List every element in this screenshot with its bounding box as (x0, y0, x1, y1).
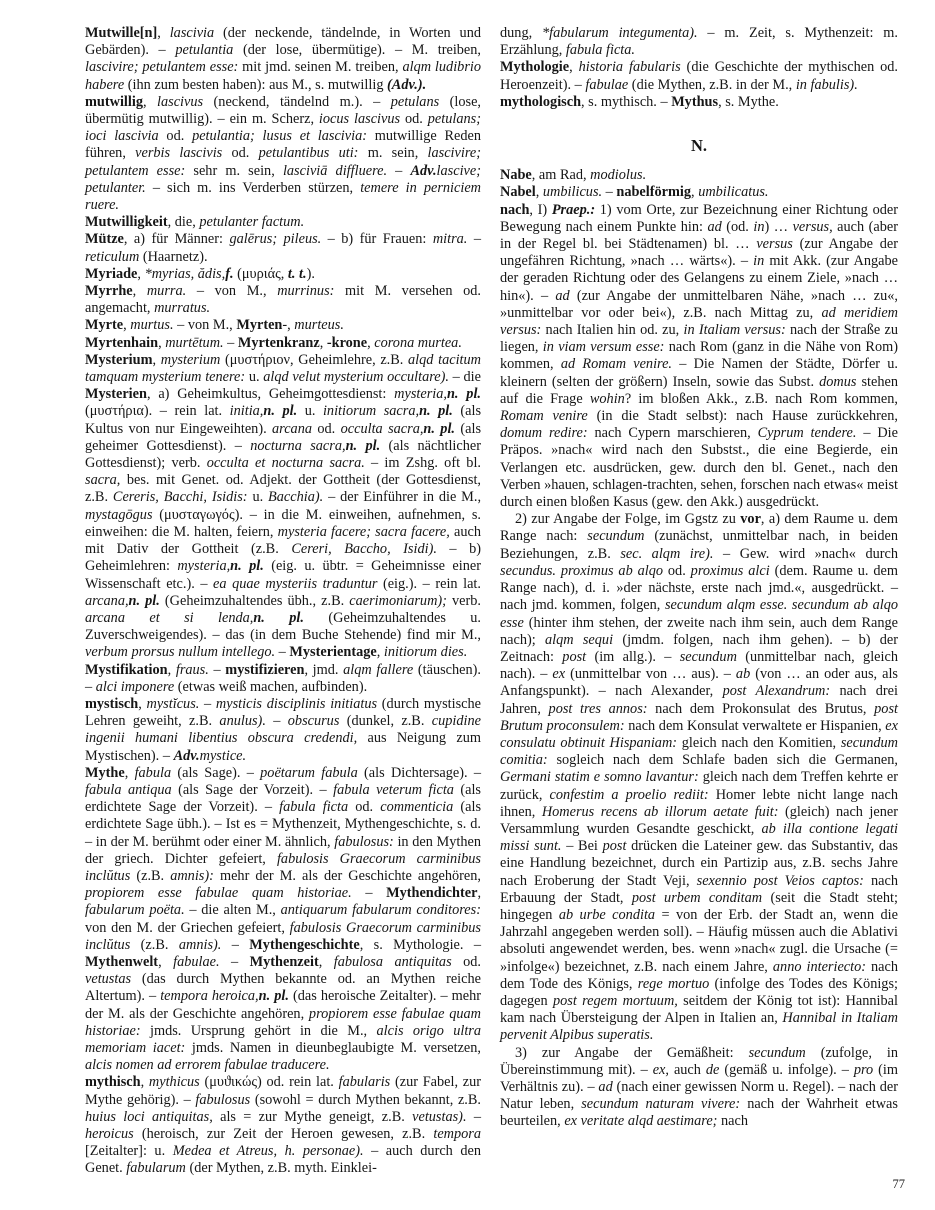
dictionary-entry: dung, *fabularum integumenta). – m. Zeit, s. Mythenzeit: m. Erzählung, fabula ficta. (500, 25, 898, 59)
dictionary-entry: mutwillig, lascivus (neckend, tändelnd m.). – petulans (lose, übermütig mutwillig). – ein m. Scherz, iocus lascivus od. petulans; ioci lascivia od. petulantia; lusus et lascivia: mutwillige Reden führen, verbis lascivis od. petulantibus uti: m. sein, lascivire; petulantem esse: sehr m. sein, lasciviā diffluere. – Adv.lascive; petulanter. – sich m. ins Verderben stürzen, temere in perniciem ruere. (85, 93, 482, 214)
dictionary-entry: Myrtenhain, murtētum. – Myrtenkranz, -krone, corona murtea. (85, 334, 462, 351)
page-number: 77 (892, 1177, 905, 1191)
dictionary-entry: Myrrhe, murra. – von M., murrinus: mit M. versehen od. angemacht, murratus. (85, 283, 481, 317)
dictionary-entry: mystisch, mystĭcus. – mysticis disciplinis initiatus (durch mystische Lehren geweiht, z.B. anulus). – obscurus (dunkel, z.B. cupidine ingenii humani libentius obscura credendi, aus Neigung zum Mystischen). – Adv.mystice. (85, 695, 482, 764)
dictionary-entry: Myriade, *myrias, ădis,f. (μυριάς, t. t.). (85, 265, 315, 282)
right-column (500, 25, 898, 1178)
dictionary-entry: Mysterium, mysterium (μυστήριον, Geheimlehre, z.B. alqd tacitum tamquam mysterium tenere: u. alqd velut mysterium occultare). – die Mysterien, a) Geheimkultus, Geheimgottesdienst: mysteria,n. pl. (μυστήρια). – rein lat. initia,n. pl. u. initiorum sacra,n. pl. (als Kultus von nur Eingeweihten). arcana od. occulta sacra,n. pl. (als geheimer Gottesdienst). – nocturna sacra,n. pl. (als nächtlicher Gottesdienst); verb. occulta et nocturna sacra. – im Zshg. oft bl. sacra, bes. mit Genet. od. Adjekt. der Gottheit (der Gottesdienst, z.B. Cereris, Bacchi, Isidis: u. Bacchia). – der Einführer in die M., mystagōgus (μυσταγωγός). – in die M. einweihen, aufnehmen, s. einweihen: die M. halten, feiern, mysteria facere; sacra facere, auch mit Dativ der Gottheit (z.B. Cereri, Baccho, Isidi). – b) Geheimlehren: mysteria,n. pl. (eig. u. übtr. = Geheimnisse einer Wissenschaft etc.). – ea quae mysteriis traduntur (eig.). – rein lat. arcana,n. pl. (Geheimzuhaltendes übh., z.B. caerimoniarum); verb. arcana et si lenda,n. pl. (Geheimzuhaltendes u. Zuverschweigendes). – das (in dem Buche Stehende) find mir M., verbum prorsus nullum intellego. – Mysterientage, initiorum dies. (85, 351, 482, 661)
dictionary-entry: 2) zur Angabe der Folge, im Ggstz zu vor, a) dem Raume u. dem Range nach: secundum (zunächst, unmittelbar nach, in beiden Beziehungen, z.B. sec. alqm ire). – Gew. wird »nach« durch secundus. proximus ab alqo od. proximus alci (dem. Raume u. dem Range nach), d. i. »der nächste, erste nach jmd.«, ausgedrückt. – nach jmd. kommen, folgen, secundum alqm esse. secundum ab alqo esse (hinter ihm stehen, der zweite nach ihm sein, auch dem Range nach); alqm sequi (jmdm. folgen, nach ihm gehen). – b) der Zeitnach: post (im allg.). – secundum (unmittelbar nach, gleich nach). – ex (unmittelbar von … aus). – ab (von … an oder aus, als Anfangspunkt). – nach Alexander, post Alexandrum: nach drei Jahren, post tres annos: nach dem Prokonsulat des Brutus, post Brutum proconsulem: nach dem Konsulat verwaltete er Hispanien, ex consulatu obtinuit Hispaniam: gleich nach den Komitien, secundum comitia: sogleich nach dem Schlafe baden sich die Germanen, Germani statim e somno lavantur: gleich nach dem Treffen kehrte er zurück, confestim a proelio rediit: Homer lebte nicht lange nach ihnen, Homerus recens ab illorum aetate fuit: (gleich) nach jener Versammlung wurden Gesandte geschickt, ab illa contione legati missi sunt. – Bei post drücken die Lateiner gew. das Substantiv, das eine Handlung bezeichnet, durch ein Partizip aus, z.B. sechs Jahre nach Eroberung der Stadt Veji, sexennio post Veios captos: nach Erbauung der Stadt, post urbem conditam (seit die Stadt steht; hingegen ab urbe condita = von der Erb. der Stadt an, wenn die Jahrzahl angegeben werden soll). – Häufig müssen auch die Ablativi absoluti angewendet werden, bes. wenn »nach« zugl. die Ursache (= »infolge«) bezeichnet, z.B. nach einem Jahre, anno interiecto: nach dem Tode des Königs, rege mortuo (infolge des Todes des Königs; dagegen post regem mortuum, seitdem der König tot ist): Hannibal kam nach Übersteigung der Alpen in Italien an, Hannibal in Italiam pervenit Alpibus superatis. (500, 511, 899, 1044)
dictionary-entry: 3) zur Angabe der Gemäßheit: secundum (zufolge, in Übereinstimmung mit). – ex, auch de (gemäß u. infolge). – pro (im Verhältnis zu). – ad (nach einer gewissen Norm u. Regel). – nach der Natur leben, secundum naturam vivere: nach der Wahrheit etwas beurteilen, ex veritate alqd aestimare; nach (500, 1044, 898, 1130)
dictionary-entry: Nabe, am Rad, modiolus. (500, 167, 647, 184)
dictionary-entry: mythisch, mythicus (μυϑικώς) od. rein lat. fabularis (zur Fabel, zur Mythe gehörig). – fabulosus (sowohl = durch Mythen bekannt, z.B. huius loci antiquitas, als = zur Mythe geneigt, z.B. vetustas). – heroicus (heroisch, zur Zeit der Heroen gewesen, z.B. tempora [Zeitalter]: u. Medea et Atreus, h. personae). – auch durch den Genet. fabularum (der Mythen, z.B. myth. Einklei- (85, 1074, 481, 1177)
dictionary-entry: Myrte, murtus. – von M., Myrten-, murteus. (85, 317, 344, 334)
dictionary-entry: Mutwille[n], lascivia (der neckende, tändelnde, in Worten und Gebärden). – petulantia (der lose, übermütige). – M. treiben, lascivire; petulantem esse: mit jmd. seinen M. treiben, alqm ludibrio habere (ihn zum besten haben): aus M., s. mutwillig (Adv.). (85, 25, 482, 93)
dictionary-entry: mythologisch, s. mythisch. – Mythus, s. Mythe. (500, 93, 779, 110)
dictionary-entry: Mütze, a) für Männer: galērus; pileus. – b) für Frauen: mitra. – reticulum (Haarnetz). (85, 231, 481, 265)
section-heading-letter: N. (690, 136, 708, 156)
dictionary-entry: Mythologie, historia fabularis (die Geschichte der mythischen od. Heroenzeit). – fabulae (die Mythen, z.B. in der M., in fabulis). (500, 59, 898, 93)
dictionary-entry: Mutwilligkeit, die, petulanter factum. (85, 214, 305, 231)
dictionary-entry: nach, I) Praep.: 1) vom Orte, zur Bezeichnung einer Richtung oder Bewegung nach einem Punkte hin: ad (od. in) … versus, auch (aber in der Regel bl. bei Städtenamen) bl. … versus (zur Angabe der ungefähren Richtung, »nach … wärts«). – in mit Akk. (zur Angabe der geraden Richtung oder des Gelangens zu einem Ziele, »nach … hin«). – ad (zur Angabe der unmittelbaren Nähe, »nach … zu«, »unmittelbar vor oder bei«), z.B. nach Mittag zu, ad meridiem versus: nach Italien hin od. zu, in Italiam versus: nach der Straße zu liegen, in viam versum esse: nach Rom (ganz in die Nähe von Rom) kommen, ad Romam venire. – Die Namen der Städte, Dörfer u. kleinern (selten der größern) Inseln, sowie das Subst. domus stehen auf die Frage wohin? im bloßen Akk., z.B. nach Rom kommen, Romam venire (in die Stadt selbst): nach Hause zurückkehren, domum redire: nach Cypern marschieren, Cyprum tendere. – Die Präpos. »nach« wird nach den Substst., die eine Begierde, ein Verlangen etc. ausdrücken, gew. durch den bl. Genet., nach den Verben »hauen, schlagen-trachten, sehen, forschen nach etwas« meist durch einen bloßen Kasus (gew. den Akk.) ausgedrückt. (500, 201, 898, 511)
text-columns (85, 25, 898, 1178)
dictionary-entry: Mythe, fabula (als Sage). – poëtarum fabula (als Dichtersage). – fabula antiqua (als Sage der Vorzeit). – fabula veterum ficta (als erdichtete Sage der Vorzeit). – fabula ficta od. commenticia (als erdichtete Sage übh.). – Ist es = Mythenzeit, Mythengeschichte, s. d. – in der M. berühmt oder einer M. ähnlich, fabulosus: in den Mythen der griech. Dichter gefeiert, fabulosis Graecorum carminibus inclŭtus (z.B. amnis): mehr der M. als der Geschichte angehören, propiorem esse fabulae quam historiae. – Mythendichter, fabularum poëta. – die alten M., antiquarum fabularum conditores: von den M. der Griechen gefeiert, fabulosis Graecorum carminibus inclŭtus (z.B. amnis). – Mythengeschichte, s. Mythologie. – Mythenwelt, fabulae. – Mythenzeit, fabulosa antiquitas od. vetustas (das durch Mythen bekannte od. an Mythen reiche Altertum). – tempora heroica,n. pl. (das heroische Zeitalter). – mehr der M. als der Geschichte angehören, propiorem esse fabulae quam historiae: jmds. Ursprung gehört in die M., alcis origo ultra memoriam iacet: jmds. Namen in dieunbeglaubigte M. versetzen, alcis nomen ad errorem fabulae traducere. (85, 764, 482, 1074)
dictionary-entry: Nabel, umbilicus. – nabelförmig, umbilicatus. (500, 184, 769, 201)
left-column (85, 25, 481, 1178)
dictionary-entry: Mystifikation, fraus. – mystifizieren, jmd. alqm fallere (täuschen). – alci imponere (etwas weiß machen, aufbinden). (85, 661, 481, 695)
